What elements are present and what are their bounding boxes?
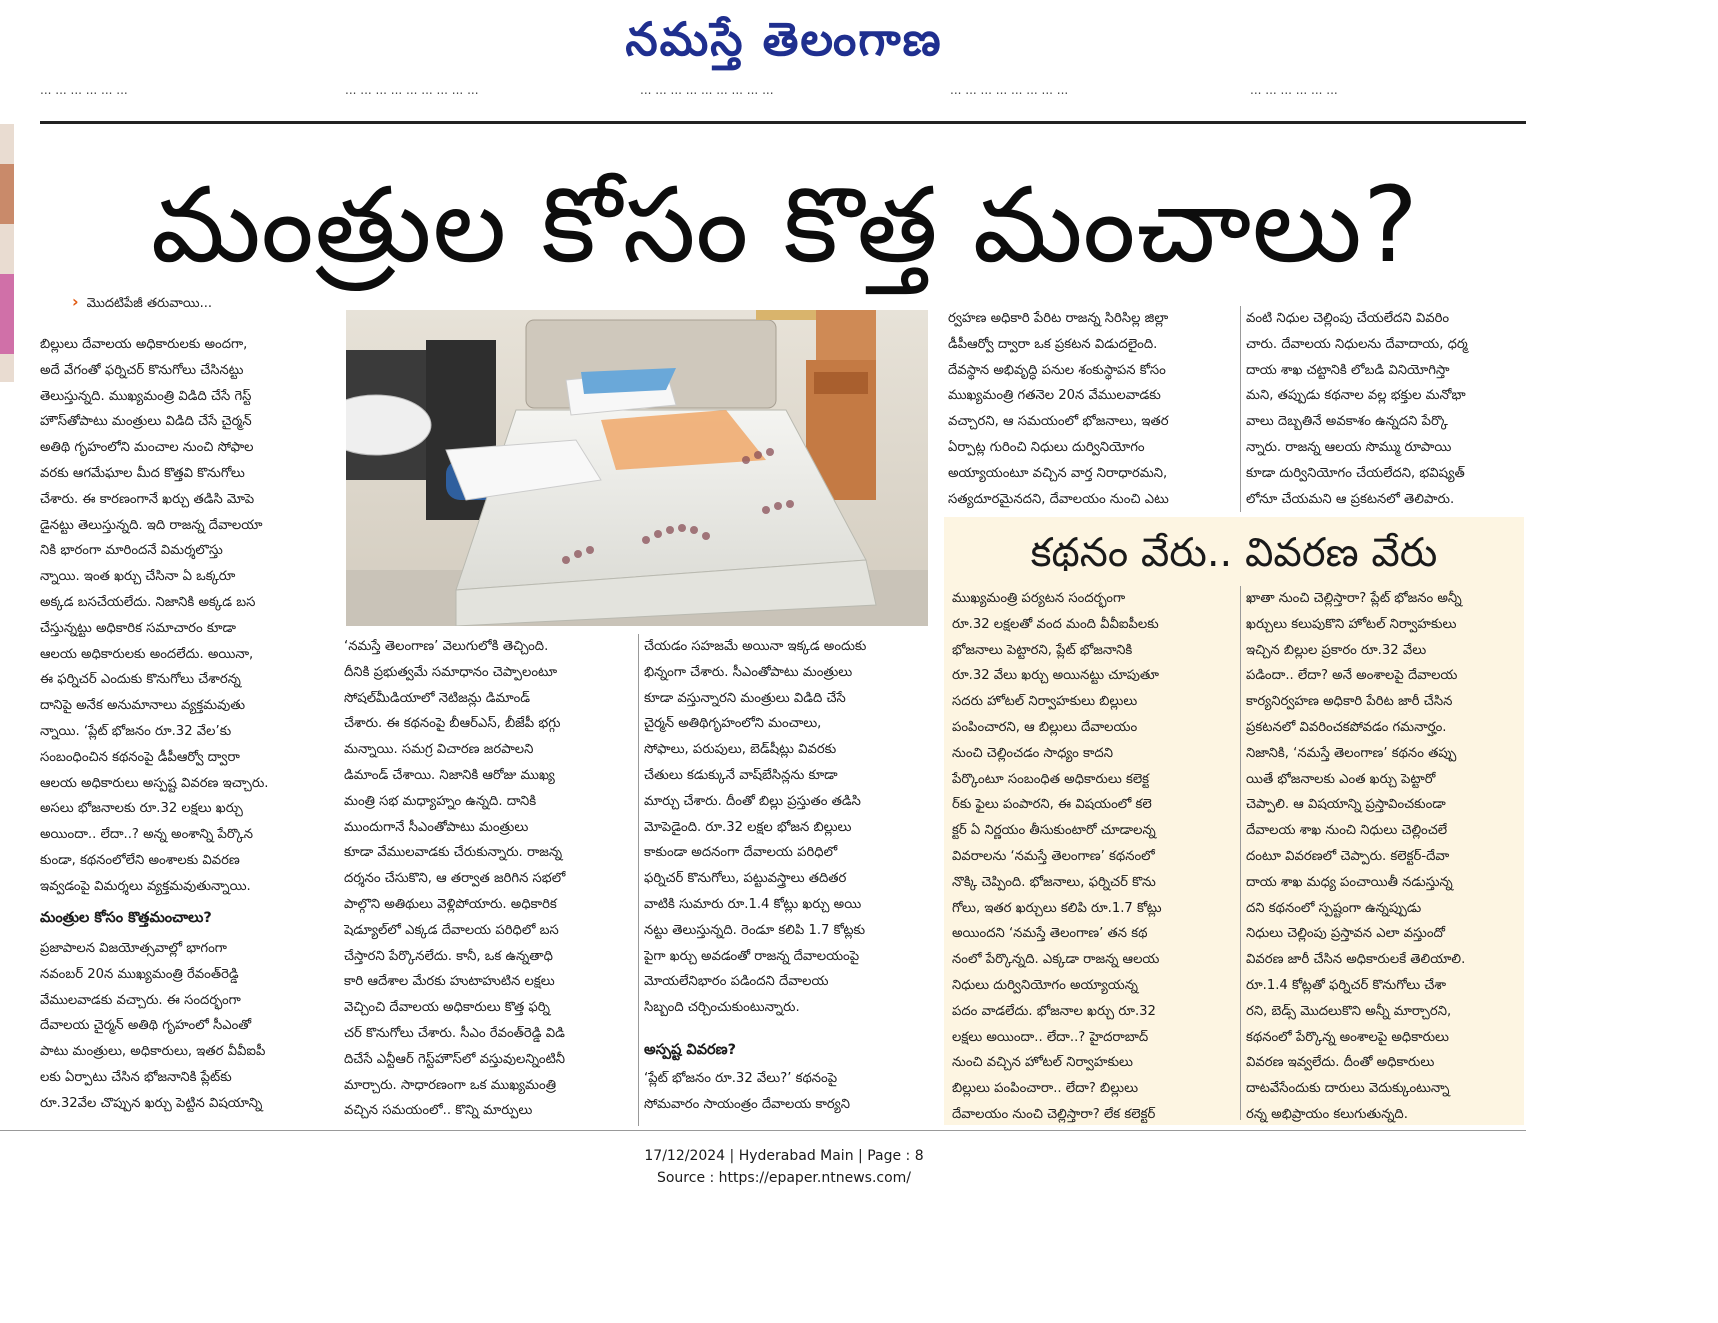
text-line: ముఖ్యమంత్రి పర్యటన సందర్భంగా: [952, 591, 1126, 606]
text-line: మన్నాయి. సమగ్ర విచారణ జరపాలని: [344, 742, 534, 758]
text-line: యితే భోజనాలకు ఎంత ఖర్చు పెట్టారో: [1246, 771, 1436, 787]
text-line: లక్షలు అయిందా.. లేదా..? హైదరాబాద్: [952, 1029, 1149, 1045]
text-line: సంబంధించిన కథనంపై డీపీఆర్వో ద్వారా: [40, 749, 240, 765]
text-line: పదం వాడలేదు. భోజనాల ఖర్చు రూ.32: [952, 1003, 1156, 1019]
text-line: లోనూ చేయమని ఆ ప్రకటనలో తెలిపారు.: [1246, 491, 1455, 507]
column-divider: [638, 634, 639, 1126]
text-line: హౌస్‌తోపాటు మంత్రులు విడిది చేసే చైర్మన్: [40, 414, 252, 430]
text-line: పైగా ఖర్చు అవడంతో రాజన్న దేవాలయంపై: [644, 948, 860, 964]
text-line: దేవస్థాన అభివృద్ధి పనుల శంకుస్థాపన కోసం: [948, 362, 1166, 378]
text-line: దానిపై అనేక అనుమానాలు వ్యక్తమవుతు: [40, 698, 246, 714]
text-line: ర్‌కు ఫైలు పంపారని, ఈ విషయంలో కలె: [952, 797, 1152, 813]
text-line: దాయ శాఖ చట్టానికి లోబడి వినియోగిస్తా: [1246, 362, 1450, 378]
article-column-4: [948, 306, 1234, 512]
text-line: ఖాతా నుంచి చెల్లిస్తారా? ప్లేట్ భోజనం అన్నీ: [1246, 591, 1462, 606]
article-column-5: [1246, 306, 1526, 512]
text-line: వివరణ ఇవ్వలేదు. దీంతో అధికారులు: [1246, 1055, 1435, 1071]
text-line: రన్న అభిప్రాయం కలుగుతున్నది.: [1246, 1106, 1408, 1122]
cutline-fragment: ... ... ... ... ... ...: [1250, 83, 1338, 97]
text-line: నొక్కి చెప్పింది. భోజనాలు, ఫర్నిచర్ కొను: [952, 874, 1156, 890]
text-line: వాలు దెబ్బతినే అవకాశం ఉన్నదని పేర్కొ: [1246, 414, 1448, 430]
text-line: సోషల్‌మీడియాలో నెటిజన్లు డిమాండ్: [344, 690, 531, 706]
text-line: పాల్గొని అతిథులు వెళ్లిపోయారు. అధికారిక: [344, 896, 557, 912]
article-column-1-cont: [40, 936, 326, 1117]
text-line: మంత్రి సభ మధ్యాహ్నం ఉన్నది. దానికి: [344, 793, 537, 809]
text-line: నిధులు దుర్వినియోగం అయ్యాయన్న: [952, 977, 1138, 993]
text-line: మోయలేనిభారం పడిందని దేవాలయ: [644, 974, 829, 990]
text-line: పేర్కొంటూ సంబంధిత అధికారులు కలెక్ట: [952, 771, 1150, 787]
text-line: సోఫాలు, పరుపులు, బెడ్‌షీట్లు వివరకు: [644, 742, 837, 758]
text-line: నట్టు తెలుస్తున్నది. రెండూ కలిపి 1.7 కోట్లకు: [644, 922, 866, 938]
text-line: అతిథి గృహంలోని మంచాల నుంచి సోఫాల: [40, 440, 254, 456]
cutline-fragment: ... ... ... ... ... ... ... ... ...: [640, 83, 774, 97]
text-line: పాటు మంత్రులు, అధికారులు, ఇతర వీవీఐపీ: [40, 1044, 266, 1060]
text-line: క్టర్ ఏ నిర్ణయం తీసుకుంటారో చూడాలన్న: [952, 823, 1156, 839]
text-line: ముఖ్యమంత్రి గతనెల 20న వేములవాడకు: [948, 388, 1161, 404]
clipped-photo-strip: [0, 124, 14, 382]
text-line: న్నాయి. ‘ప్లేట్ భోజనం రూ.32 వేల’కు: [40, 723, 232, 739]
text-line: చారు. దేవాలయ నిధులను దేవాదాయ, ధర్మ: [1246, 336, 1468, 352]
text-line: ఫర్నిచర్ కొనుగోలు, పట్టువస్త్రాలు తదితర: [644, 871, 847, 887]
text-line: సిబ్బంది చర్చించుకుంటున్నారు.: [644, 1000, 800, 1016]
text-line: నవంబర్ 20న ముఖ్యమంత్రి రేవంత్‌రెడ్డి: [40, 966, 239, 982]
chevron-right-icon: ›: [72, 292, 79, 311]
headline: మంత్రుల కోసం కొత్త మంచాలు?: [150, 164, 1420, 286]
text-line: దేవాలయ శాఖ నుంచి నిధులు చెల్లించలే: [1246, 823, 1448, 839]
text-line: ప్రజాపాలన విజయోత్సవాల్లో భాగంగా: [40, 941, 227, 956]
boxed-section-title: కథనం వేరు.. వివరణ వేరు: [1030, 530, 1438, 576]
text-line: అసలు భోజనాలకు రూ.32 లక్షలు ఖర్చు: [40, 801, 243, 817]
text-line: కూడా వేములవాడకు చేరుకున్నారు. రాజన్న: [344, 845, 563, 861]
text-line: షెడ్యూల్‌లో ఎక్కడ దేవాలయ పరిధిలో బస: [344, 922, 559, 938]
text-line: మార్చారు. సాధారణంగా ఒక ముఖ్యమంత్రి: [344, 1077, 557, 1093]
text-line: ఖర్చులు కలుపుకొని హోటల్ నిర్వాహకులు: [1246, 616, 1457, 632]
article-column-2: [344, 634, 632, 1124]
text-line: న్నాయి. ఇంత ఖర్చు చేసినా ఏ ఒక్కరూ: [40, 569, 236, 585]
text-line: వాటికి సుమారు రూ.1.4 కోట్లు ఖర్చు అయి: [644, 896, 862, 912]
text-line: ఆలయ అధికారులు అస్పష్ట వివరణ ఇచ్చారు.: [40, 775, 269, 791]
text-line: రూ.1.4 కోట్లతో ఫర్నిచర్ కొనుగోలు చేశా: [1246, 977, 1446, 993]
boxed-column-b: [1246, 586, 1522, 1128]
cutline-fragment: ... ... ... ... ... ...: [40, 83, 128, 97]
text-line: మార్చు చేశారు. దీంతో బిల్లు ప్రస్తుతం తడిసి: [644, 793, 861, 809]
text-line: వివరణ జారీ చేసిన అధికారులకే తెలియాలి.: [1246, 952, 1466, 968]
text-line: నికి భారంగా మారిందనే విమర్శలొస్తు: [40, 543, 223, 559]
footer-source: Source : https://epaper.ntnews.com/: [656, 1170, 912, 1186]
text-line: వరకు ఆగమేఘాల మీద కొత్తవి కొనుగోలు: [40, 465, 245, 481]
text-line: డిమాండ్ చేశాయి. నిజానికి ఆరోజు ముఖ్య: [344, 767, 555, 783]
text-line: నుంచి చెల్లించడం సాధ్యం కాదని: [952, 745, 1113, 761]
text-line: కథనంలో పేర్కొన్న అంశాలపై అధికారులు: [1246, 1029, 1449, 1045]
text-line: కార్యనిర్వహణ అధికారి పేరిట జారీ చేసిన: [1246, 694, 1453, 710]
cutline-fragment: ... ... ... ... ... ... ... ...: [950, 83, 1069, 97]
masthead-logo: నమస్తే తెలంగాణ: [625, 12, 943, 66]
footer-date-edition: 17/12/2024 | Hyderabad Main | Page : 8: [644, 1148, 924, 1164]
text-line: దీనికి ప్రభుత్వమే సమాధానం చెప్పాలంటూ: [344, 664, 557, 680]
column-divider: [1240, 306, 1241, 512]
continued-text: మొదటిపేజీ తరువాయి...: [86, 296, 212, 311]
text-line: దేవాలయ చైర్మన్ అతిథి గృహంలో సీఎంతో: [40, 1018, 252, 1034]
text-line: చర్ కొనుగోలు చేశారు. సీఎం రేవంత్‌రెడ్డి విడి: [344, 1025, 565, 1041]
text-line: లకు ఏర్పాటు చేసిన భోజనానికి ప్లేట్‌కు: [40, 1069, 232, 1085]
continued-label: [72, 292, 332, 312]
subhead-vague-clarification: అస్పష్ట వివరణ?: [644, 1042, 737, 1058]
text-line: చేస్తున్నట్టు అధికారిక సమాచారం కూడా: [40, 620, 236, 636]
text-line: అయిందా.. లేదా..? అన్న అంశాన్ని పేర్కొన: [40, 827, 254, 843]
text-line: గోలు, ఇతర ఖర్చులు కలిపి రూ.1.7 కోట్లు: [952, 900, 1162, 916]
text-line: ముందుగానే సీఎంతోపాటు మంత్రులు: [344, 819, 529, 835]
bottom-rule: [0, 1130, 1526, 1131]
text-line: నిధులు చెల్లింపు ప్రస్తావన ఎలా వస్తుందో: [1246, 926, 1445, 942]
text-line: దర్శనం చేసుకొని, ఆ తర్వాత జరిగిన సభలో: [344, 871, 566, 887]
text-line: ర్వహణ అధికారి పేరిట రాజన్న సిరిసిల్ల జిల్లా: [948, 311, 1169, 326]
text-line: అదే వేగంతో ఫర్నిచర్ కొనుగోలు చేసినట్టు: [40, 362, 244, 378]
text-line: ‘నమస్తే తెలంగాణ’ వెలుగులోకి తెచ్చింది.: [344, 639, 549, 654]
text-line: సదరు హోటల్ నిర్వాహకులు బిల్లులు: [952, 694, 1138, 710]
subhead-new-beds: మంత్రుల కోసం కొత్తమంచాలు?: [40, 910, 212, 926]
text-line: కారి ఆదేశాల మేరకు హుటాహుటిన లక్షలు: [344, 974, 555, 990]
article-column-1: [40, 332, 326, 900]
text-line: సోమవారం సాయంత్రం దేవాలయ కార్యని: [644, 1096, 851, 1112]
text-line: డీపీఆర్వో ద్వారా ఒక ప్రకటన విడుదలైంది.: [948, 336, 1158, 352]
text-line: అయ్యాయంటూ వచ్చిన వార్త నిరాధారమని,: [948, 465, 1168, 481]
text-line: పడిందా.. లేదా? అనే అంశాలపై దేవాలయ: [1246, 668, 1458, 684]
text-line: రని, బెడ్స్ మొదలుకొని అన్నీ మార్చారని,: [1246, 1003, 1452, 1019]
text-line: ‘ప్లేట్ భోజనం రూ.32 వేలు?’ కథనంపై: [644, 1071, 838, 1086]
text-line: అయిందని ‘నమస్తే తెలంగాణ’ తన కథ: [952, 926, 1148, 942]
text-line: రూ.32 వేలు ఖర్చు అయినట్టు చూపుతూ: [952, 668, 1159, 684]
text-line: తెలుస్తున్నది. ముఖ్యమంత్రి విడిది చేసే గెస్ట్: [40, 388, 252, 404]
bedroom-photo: [346, 310, 928, 626]
text-line: రూ.32 లక్షలతో వంద మంది వీవీఐపీలకు: [952, 616, 1159, 632]
text-line: భిన్నంగా చేశారు. సీఎంతోపాటు మంత్రులు: [644, 664, 853, 680]
text-line: వంటి నిధుల చెల్లింపు చేయలేదని వివరిం: [1246, 311, 1450, 326]
text-line: ఆలయ అధికారులకు అందలేదు. అయినా,: [40, 646, 254, 662]
text-line: నంలో పేర్కొన్నది. ఎక్కడా రాజన్న ఆలయ: [952, 952, 1160, 968]
text-line: బిల్లులు దేవాలయ అధికారులకు అందగా,: [40, 337, 248, 352]
text-line: కూడా వస్తున్నారని మంత్రులు విడిది చేసే: [644, 690, 846, 706]
text-line: చెప్పాలి. ఆ విషయాన్ని ప్రస్తావించకుండా: [1246, 797, 1446, 813]
text-line: ప్రకటనలో వివరించకపోవడం గమనార్హం.: [1246, 719, 1447, 735]
text-line: కుండా, కథనంలోలేని అంశాలకు వివరణ: [40, 852, 240, 868]
text-line: దేవాలయం నుంచి చెల్లిస్తారా? లేక కలెక్టర్: [952, 1106, 1156, 1122]
text-line: చేతులు కడుక్కునే వాష్‌బేసిన్లను కూడా: [644, 767, 838, 783]
text-line: చేస్తారని పేర్కొనలేదు. కానీ, ఒక ఉన్నతాధి: [344, 948, 553, 964]
article-column-3: [644, 634, 928, 1021]
text-line: ఈ ఫర్నిచర్ ఎందుకు కొనుగోలు చేశారన్న: [40, 672, 241, 688]
text-line: డైనట్టు తెలుస్తున్నది. ఇది రాజన్న దేవాలయా: [40, 517, 263, 533]
text-line: రూ.32వేల చొప్పున ఖర్చు పెట్టిన విషయాన్ని: [40, 1095, 263, 1111]
text-line: వచ్చిన సమయంలో.. కొన్ని మార్పులు: [344, 1103, 533, 1119]
text-line: ఇవ్వడంపై విమర్శలు వ్యక్తమవుతున్నాయి.: [40, 878, 251, 894]
text-line: దాటవేసేందుకు దారులు వెదుక్కుంటున్నా: [1246, 1081, 1450, 1097]
text-line: దిచేసే ఎన్టీఆర్ గెస్ట్‌హౌస్‌లో వస్తువులన్నింటినీ: [344, 1051, 566, 1067]
column-divider: [1240, 586, 1241, 1120]
text-line: దంటూ వివరణలో చెప్పారు. కలెక్టర్-దేవా: [1246, 848, 1450, 864]
text-line: దని కథనంలో స్పష్టంగా ఉన్నప్పుడు: [1246, 900, 1422, 916]
text-line: పంపించారని, ఆ బిల్లులు దేవాలయం: [952, 719, 1138, 735]
boxed-column-a: [952, 586, 1236, 1128]
text-line: అక్కడ బసచేయలేదు. నిజానికి అక్కడ బస: [40, 594, 256, 610]
text-line: చేశారు. ఈ కారణంగానే ఖర్చు తడిసి మోపె: [40, 491, 255, 507]
text-line: చేశారు. ఈ కథనంపై బీఆర్‌ఎస్, బీజేపీ భగ్గు: [344, 716, 561, 732]
text-line: దాయ శాఖ మధ్య పంచాయితీ నడుస్తున్న: [1246, 874, 1453, 890]
article-column-3-cont: [644, 1066, 928, 1118]
text-line: వెచ్చించి దేవాలయ అధికారులు కొత్త ఫర్ని: [344, 1000, 550, 1016]
text-line: చైర్మన్ అతిథిగృహంలోని మంచాలు,: [644, 716, 822, 732]
text-line: కాకుండా అదనంగా దేవాలయ పరిధిలో: [644, 845, 838, 861]
text-line: బిల్లులు పంపించారా.. లేదా? బిల్లులు: [952, 1081, 1139, 1097]
text-line: మని, తప్పుడు కథనాల వల్ల భక్తుల మనోభా: [1246, 388, 1466, 404]
text-line: ఏర్పాట్ల గురించి నిధులు దుర్వినియోగం: [948, 439, 1145, 455]
top-rule: [40, 121, 1526, 124]
text-line: వేములవాడకు వచ్చారు. ఈ సందర్భంగా: [40, 992, 241, 1008]
text-line: మోపెడైంది. రూ.32 లక్షల భోజన బిల్లులు: [644, 819, 852, 835]
text-line: నుంచి వచ్చిన హోటల్ నిర్వాహకులు: [952, 1055, 1133, 1071]
text-line: ఇచ్చిన బిల్లుల ప్రకారం రూ.32 వేలు: [1246, 642, 1427, 658]
text-line: భోజనాలు పెట్టారని, ప్లేట్ భోజనానికి: [952, 642, 1133, 658]
cutline-fragment: ... ... ... ... ... ... ... ... ...: [345, 83, 479, 97]
text-line: చేయడం సహజమే అయినా ఇక్కడ అందుకు: [644, 639, 867, 654]
text-line: సత్యదూరమైనదని, దేవాలయం నుంచి ఎటు: [948, 491, 1169, 507]
text-line: న్నారు. రాజన్న ఆలయ సొమ్ము రూపాయి: [1246, 439, 1452, 455]
text-line: నిజానికి, ‘నమస్తే తెలంగాణ’ కథనం తప్పు: [1246, 745, 1457, 761]
text-line: కూడా దుర్వినియోగం చేయలేదని, భవిష్యత్: [1246, 465, 1465, 481]
text-line: వచ్చారని, ఆ సమయంలో భోజనాలు, ఇతర: [948, 414, 1169, 430]
text-line: వివరాలను ‘నమస్తే తెలంగాణ’ కథనంలో: [952, 848, 1155, 864]
